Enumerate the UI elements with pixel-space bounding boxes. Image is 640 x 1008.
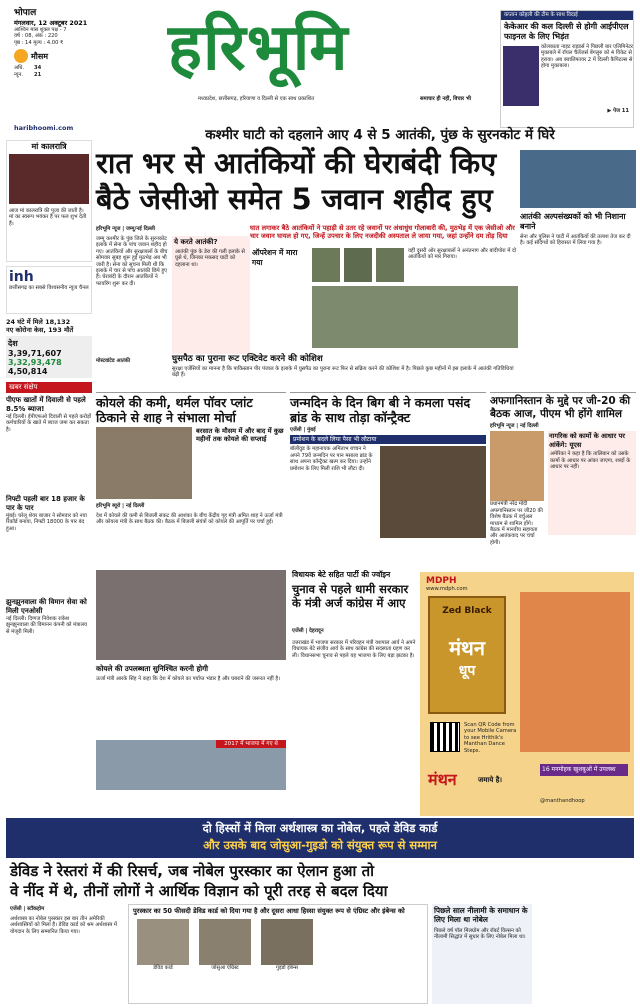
person2-photo	[199, 919, 251, 965]
brief1-title[interactable]: पीएफ खातों में दिवाली से पहले 8.5% ब्याज!	[6, 396, 86, 413]
brief1-body: नई दिल्ली। ईपीएफओ दिवाली से पहले करोड़ों कर्मचारियों के खाते में ब्याज जमा कर सकता है।	[6, 414, 92, 433]
story-dhami	[96, 570, 416, 794]
lead-headline-1: रात भर से आतंकियों की घेराबंदी किए	[96, 146, 497, 180]
mdph-site: www.mdph.com	[426, 586, 468, 592]
brief2-body: मुंबई। घरेलू शेयर बाजार ने सोमवार को नया रिकॉर्ड बनाया, निफ्टी 18000 के पार बंद हुआ।	[6, 513, 87, 532]
kkr-photo	[503, 46, 539, 106]
nobel-byline: एजेंसी | स्टॉकहोम	[10, 906, 45, 912]
coal-headline: कोयले की कमी, थर्मल पॉवर प्लांट ठिकाने से शाह ने संभाला मोर्चा	[96, 395, 253, 425]
afghan-headline: अफगानिस्तान के मुद्दे पर जी-20 की बैठक आज, पीएम भी होंगे शामिल	[490, 395, 631, 420]
nobel-body: अर्थशास्त्र का नोबेल पुरस्कार इस बार तीन अमेरिकी अर्थशास्त्रियों को मिला है। डेविड कार्ड को श्रम अर्थशास्त्र में योगदान के लिए सम्मानित किया गया।	[10, 916, 118, 935]
manthan-badge: 16 मनमोहक खुशबुओं में उपलब्ध	[540, 764, 628, 776]
teaser-body: कोलकाता नाइट राइडर्स ने पिछली बार एलिमिनेटर मुकाबले में रॉयल चैलेंजर्स बेंगलुरु को 4 विकेट से हराया। अब क्वालिफायर 2 में दिल्ली कैपिटल्स से होगा मुकाबला।	[541, 44, 633, 70]
operation-label: ऑपरेशन में मारा गया	[252, 248, 298, 267]
issue-number: वर्ष : 08, अंक : 220	[14, 33, 58, 40]
kalratri-image	[9, 154, 89, 204]
weather-min-label: न्यून.	[14, 71, 24, 78]
brief3-body: नई दिल्ली। दिग्गज निवेशक राकेश झुनझुनवाला की विमानन कंपनी को मंत्रालय से मंजूरी मिली।	[6, 616, 88, 635]
weather-label: मौसम	[31, 51, 49, 61]
nobel-box	[128, 904, 428, 1004]
dhami-photo-tag: 2017 में भाजपा में गए थे	[216, 740, 286, 748]
coal-sub-body: ऊर्जा मंत्री आरके सिंह ने कहा कि देश में कोयले का पर्याप्त भंडार है और घबराने की जरूरत नहीं है।	[96, 676, 281, 682]
person1-name: डेविड कार्ड	[153, 965, 173, 972]
lead-headline-2: बैठे जेसीओ समेत 5 जवान शहीद हुए	[96, 182, 493, 216]
modi-photo	[490, 431, 544, 501]
teaser-ref[interactable]: ▶ पेज 11	[607, 108, 629, 114]
lead-side-box	[172, 236, 250, 354]
qr-code[interactable]	[430, 722, 460, 752]
covid-total: 3,39,71,607	[8, 349, 62, 358]
nobel-headline-2: वे नींद में थे, तीनों लोगों ने आर्थिक विज्ञान को पूरी तरह से बदल दिया	[10, 882, 388, 900]
pack-product-sub: धूप	[458, 663, 476, 679]
afghan-byline: हरिभूमि न्यूज | नई दिल्ली	[490, 423, 539, 429]
mdph-logo: MDPH	[426, 576, 457, 586]
person3-photo	[261, 919, 313, 965]
person1-photo	[137, 919, 189, 965]
operation-body: वहीं दूसरी ओर सुरक्षाबलों ने अनंतनाग और बांदीपोरा में दो आतंकियों को मार गिराया।	[408, 248, 517, 261]
inh-ad[interactable]	[6, 266, 92, 314]
coal-quote: बरसात के मौसम में और बाद में कुछ महीनों तक कोयले की सप्लाई	[196, 427, 284, 444]
manthan-pack	[428, 596, 506, 714]
weather-max-label: अधि.	[14, 65, 25, 72]
weather-max: 34	[34, 65, 42, 72]
kalratri-title: मां कालरात्रि	[31, 142, 67, 151]
nobel-banner-2: और उसके बाद जोसुआ-गुइडो को संयुक्त रूप से सम्मान	[203, 838, 437, 852]
hrithik-photo	[520, 592, 630, 752]
lead-photo-caption: मोस्टवांटेड आतंकी	[96, 358, 131, 364]
brief2-title[interactable]: निफ्टी पहली बार 18 हजार के पार के पार	[6, 495, 85, 512]
manthan-social[interactable]: @manthandhoop	[540, 798, 585, 804]
soldier-photo-2	[344, 248, 372, 282]
soldier-photo-3	[376, 248, 404, 282]
coal-plant-photo	[96, 570, 286, 660]
coal-sub-headline: कोयले की उपलब्धता सुनिश्चित करनी होगी	[96, 664, 209, 673]
right-top-photo	[520, 150, 636, 208]
person2-name: जोसुआ एंग्रिस्ट	[211, 965, 239, 972]
covid-line1: 24 घंटे में मिले 18,132	[6, 318, 71, 326]
nobel-banner-1: दो हिस्सों में मिला अर्थशास्त्र का नोबेल, पहले डेविड कार्ड	[202, 821, 438, 835]
masthead	[0, 0, 640, 138]
masthead-slogan: समाचार ही नहीं, विचार भी	[420, 96, 471, 102]
soldier-photo-1	[312, 248, 340, 282]
country-label: देश	[8, 339, 18, 348]
kalratri-text: आज मां कालरात्रि की पूजा की जाती है। मां का स्वरूप भयंकर है पर फल शुभ देती हैं।	[9, 208, 87, 227]
inh-text: छत्तीसगढ़ का सबसे विश्वसनीय न्यूज चैनल	[9, 285, 89, 291]
teaser-kicker: कप्तान कोहली की टीम के साथ विदाई	[501, 11, 633, 20]
bigb-byline: एजेंसी | मुंबई	[290, 427, 316, 433]
news-brief-title: खबर संक्षेप	[6, 382, 92, 393]
left-column	[6, 140, 92, 820]
issue-date: मंगलवार, 12 अक्टूबर 2021	[14, 19, 88, 27]
lead-section-title: घुसपैठ का पुराना रूट एक्टिवेट करने की कोशिश	[172, 354, 323, 364]
sun-icon	[14, 49, 28, 63]
nobel-side	[432, 904, 532, 1004]
afghan-side-title: नागरिक को कामों के आधार पर आंकेंगे: यूएस	[549, 432, 625, 449]
manthan-footer-logo: मंथन	[428, 770, 457, 789]
dhami-body: उत्तराखंड में भाजपा सरकार में परिवहन मंत्री यशपाल आर्य ने अपने विधायक बेटे संजीव आर्य के साथ कांग्रेस की सदस्यता ग्रहण कर ली। विधानसभा चुनाव से पहले यह भाजपा के लिए बड़ा झटका है।	[292, 640, 416, 659]
story-bigb	[290, 392, 486, 568]
lead-box-title: ये करते आतंकी?	[174, 238, 218, 246]
nobel-side-body: पिछले वर्ष पॉल मिलग्रोम और रॉबर्ट विल्सन को नीलामी सिद्धांत में सुधार के लिए नोबेल मिला था।	[434, 927, 526, 941]
afghan-side-body: अमेरिका ने कहा है कि तालिबान को उसके कामों के आधार पर आंका जाएगा, शब्दों के आधार पर नहीं।	[550, 451, 631, 471]
kalratri-box	[6, 140, 92, 262]
brief3-title[interactable]: झुनझुनवाला की विमान सेवा को मिली एनओसी	[6, 598, 87, 615]
dhami-kicker: विधायक बेटे सहित पार्टी की ज्वॉइन	[292, 570, 391, 579]
lead-section-body: सुरक्षा एजेंसियों का मानना है कि पाकिस्तान पीर पंजाल के इलाके में घुसपैठ का पुराना रूट फिर से सक्रिय करने की कोशिश में है। पिछले कुछ महीनों में इस इलाके में आतंकी गतिविधियां बढ़ी हैं।	[172, 366, 514, 379]
pack-brand: Zed Black	[442, 606, 492, 616]
shah-photo	[96, 427, 192, 499]
lead-byline: हरिभूमि न्यूज | जम्मू/नई दिल्ली	[96, 226, 155, 232]
masthead-tagline: मध्यप्रदेश, छत्तीसगढ़, हरियाणा व दिल्ली से एक साथ प्रकाशित	[198, 96, 315, 102]
story-coal	[96, 392, 286, 568]
inh-logo: inh	[9, 269, 34, 285]
coal-byline: हरिभूमि ब्यूरो | नई दिल्ली	[96, 503, 145, 509]
manthan-footer-sub: जमाये है।	[478, 776, 503, 784]
afghan-body: प्रधानमंत्री नरेंद्र मोदी अफगानिस्तान पर जी20 की विशेष बैठक में वर्चुअल माध्यम से शामिल होंगे। बैठक में मानवीय सहायता और आतंकवाद पर चर्चा होगी।	[490, 501, 543, 546]
pack-product: मंथन	[449, 636, 485, 660]
right-story-title: आतंकी अल्पसंख्यकों को भी निशाना बनाने	[520, 212, 626, 231]
city-name: भोपाल	[14, 8, 37, 18]
encounter-photo	[312, 286, 518, 348]
bigb-photo	[380, 446, 486, 538]
dhami-byline: एजेंसी | देहरादून	[292, 628, 324, 634]
bigb-headline: जन्मदिन के दिन बिग बी ने कमला पसंद ब्रांड के साथ तोड़ा कॉन्ट्रैक्ट	[290, 395, 471, 425]
operation-block	[252, 248, 518, 350]
top-banner-headline: कश्मीर घाटी को दहलाने आए 4 से 5 आतंकी, पुंछ के सुरनकोट में घिरे	[205, 127, 555, 143]
price-info: पृष्ठ : 14 मूल्य : 4.00 ₹	[14, 39, 64, 46]
story-afghan	[490, 392, 636, 568]
weather-min: 21	[34, 71, 42, 78]
lead-right-column	[520, 150, 636, 390]
covid-line2: नए कोरोना केस, 193 मौतें	[6, 326, 74, 334]
manthan-ad[interactable]	[420, 572, 634, 816]
bigb-body: बॉलीवुड के महानायक अमिताभ बच्चन ने अपने 79वें जन्मदिन पर पान मसाला ब्रांड के साथ अपना कॉन्ट्रैक्ट खत्म कर दिया। उन्होंने प्रमोशन के लिए मिली राशि भी लौटा दी।	[290, 446, 373, 472]
edition-info: आश्विन मास शुक्ल पक्ष - 7	[14, 27, 67, 33]
coal-body: देश में कोयले की कमी से बिजली संकट की आशंका के बीच केंद्रीय गृह मंत्री अमित शाह ने ऊर्जा मंत्री और कोयला मंत्री के साथ बैठक की। बैठक में बिजली संयंत्रों को कोयले की आपूर्ति पर चर्चा हुई।	[96, 513, 283, 526]
covid-recovered: 3,32,93,478	[8, 358, 62, 367]
lead-intro: घात लगाकर बैठे आतंकियों ने पहाड़ी से उतर रहे जवानों पर अंधाधुंध गोलाबारी की, मुठभेड़ में एक जेसीओ और चार जवान घायल हो गए, जिन्हें उपचार के लिए नजदीकी अस्पताल ले जाया गया, जहां उन्होंने दम तोड़ दिया	[250, 224, 515, 241]
covid-deaths: 4,50,814	[8, 367, 48, 376]
nobel-banner	[6, 818, 634, 858]
covid-box	[6, 336, 92, 378]
lead-body: जम्मू कश्मीर के पुंछ जिले के सुरनकोट इलाके में सेना के पांच जवान शहीद हो गए। आतंकियों और सुरक्षाबलों के बीच सोमवार सुबह शुरू हुई मुठभेड़ अब भी जारी है। सेना को सूचना मिली थी कि इलाके में चार से पांच आतंकी छिपे हुए हैं। घेराबंदी के दौरान आतंकियों ने फायरिंग शुरू कर दी।	[96, 236, 168, 287]
teaser-headline: केकेआर की कल दिल्ली से होगी आईपीएल फाइनल के लिए भिड़ंत	[504, 22, 629, 41]
nobel-box-text: पुरस्कार का 50 फीसदी डेविड कार्ड को दिया गया है और दूसरा आधा हिस्सा संयुक्त रूप से एंग्रिस्ट और इंबेन्स को	[133, 907, 405, 915]
bigb-strip: प्रमोशन के बदले लिया पैसा भी लौटाया	[290, 435, 486, 444]
nobel-headline-1: डेविड ने रेस्तरां में की रिसर्च, जब नोबेल पुरस्कार का ऐलान हुआ तो	[10, 862, 375, 880]
top-right-teaser[interactable]	[500, 10, 634, 128]
website-label[interactable]: haribhoomi.com	[14, 124, 74, 132]
lead-box-items: आतंकी पुंछ के डेरा की गली इलाके से घुसे थे, जिनका मकसद घाटी को दहलाना था।	[175, 249, 245, 268]
nobel-side-title: पिछले साल नीलामी के समाधान के लिए मिला था नोबेल	[434, 906, 528, 925]
scan-text: Scan QR Code from your Mobile Camera to see Hrithik's Manthan Dance Steps.	[464, 722, 517, 754]
person3-name: गुइडो इंबेन्स	[276, 965, 298, 972]
masthead-logo: हरिभूमि	[168, 11, 349, 85]
right-story-body: सेना और पुलिस ने घाटी में आतंकियों की तलाश तेज कर दी है। कई संदिग्धों को हिरासत में लिया गया है।	[520, 234, 631, 247]
dhami-headline: चुनाव से पहले धामी सरकार के मंत्री अर्ज कांग्रेस में आए	[292, 582, 409, 610]
masthead-meta	[14, 8, 126, 126]
